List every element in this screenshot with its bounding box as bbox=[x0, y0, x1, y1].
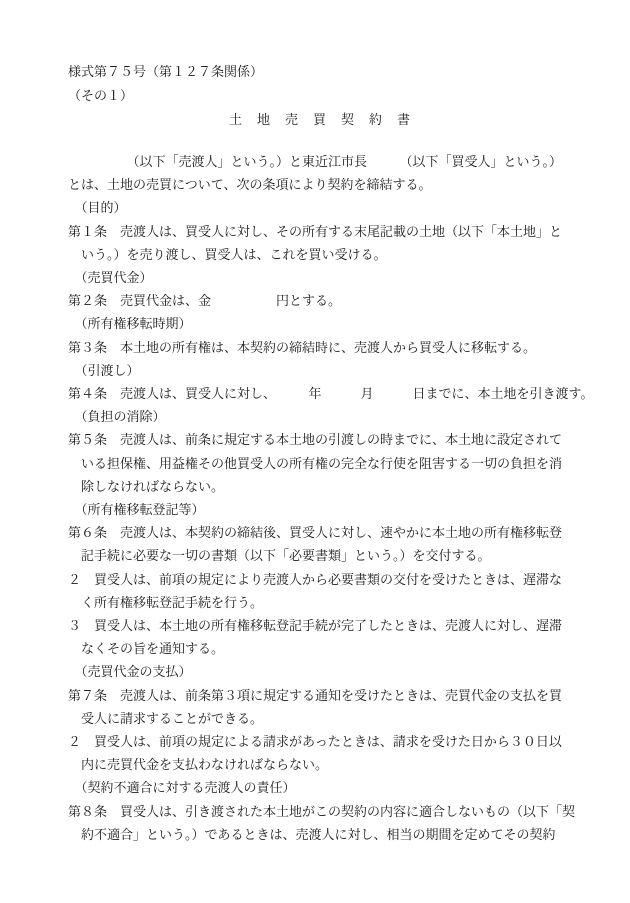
document-line: （所有権移転時期） bbox=[68, 316, 192, 332]
document-line: （売買代金の支払） bbox=[68, 664, 192, 680]
document-line: （契約不適合に対する売渡人の責任） bbox=[68, 780, 296, 796]
document-line: 第４条 売渡人は、買受人に対し、 年 月 日までに、本土地を引き渡す。 bbox=[68, 386, 594, 402]
document-line: （所有権移転登記等） bbox=[68, 502, 205, 518]
document-line: 第６条 売渡人は、本契約の締結後、買受人に対し、速やかに本土地の所有権移転登 bbox=[68, 525, 563, 541]
form-variant-line: （その１） bbox=[68, 88, 134, 103]
document-line: 第１条 売渡人は、買受人に対し、その所有する末尾記載の土地（以下「本土地」と bbox=[68, 223, 563, 239]
document-line: 除しなければならない。 bbox=[68, 478, 225, 494]
document-line: 受人に請求することができる。 bbox=[68, 710, 264, 726]
document-line: なくその旨を通知する。 bbox=[68, 641, 225, 657]
document-line: ２ 買受人は、前項の規定により売渡人から必要書類の交付を受けたときは、遅滞な bbox=[68, 571, 563, 587]
document-line: く所有権移転登記手続を行う。 bbox=[68, 594, 264, 610]
document-line: 第７条 売渡人は、前条第３項に規定する通知を受けたときは、売買代金の支払を買 bbox=[68, 687, 563, 703]
document-line: （売買代金） bbox=[68, 270, 153, 286]
document-line: （目的） bbox=[68, 200, 127, 216]
document-title: 土 地 売 買 契 約 書 bbox=[228, 112, 411, 127]
document-line: いる担保権、用益権その他買受人の所有権の完全な行使を阻害する一切の負担を消 bbox=[68, 455, 563, 471]
document-line: 第８条 買受人は、引き渡された本土地がこの契約の内容に適合しないもの（以下「契 bbox=[68, 803, 576, 819]
document-line: ２ 買受人は、前項の規定による請求があったときは、請求を受けた日から３０日以 bbox=[68, 734, 562, 750]
document-line: 第３条 本土地の所有権は、本契約の締結時に、売渡人から買受人に移転する。 bbox=[68, 339, 537, 355]
document-line: 内に売買代金を支払わなければならない。 bbox=[68, 757, 329, 773]
document-line: （負担の消除） bbox=[68, 409, 166, 425]
document-line: （引渡し） bbox=[68, 362, 140, 378]
document-line: ３ 買受人は、本土地の所有権移転登記手続が完了したときは、売渡人に対し、遅滞 bbox=[68, 618, 563, 634]
form-number-line: 様式第７５号（第１２７条関係） bbox=[68, 64, 264, 79]
document-body bbox=[68, 150, 594, 846]
document-line: 第２条 売買代金は、金 円とする。 bbox=[68, 293, 342, 309]
document-line: とは、土地の売買について、次の条項により契約を締結する。 bbox=[68, 177, 432, 193]
document-line: 約不適合」という。）であるときは、売渡人に対し、相当の期間を定めてその契約 bbox=[68, 826, 556, 842]
document-line: （以下「売渡人」という。）と東近江市長 （以下「買受人」という。） bbox=[68, 154, 563, 169]
document-line: 第５条 売渡人は、前条に規定する本土地の引渡しの時までに、本土地に設定されて bbox=[68, 432, 563, 448]
document-line: 記手続に必要な一切の書類（以下「必要書類」という。）を交付する。 bbox=[68, 548, 491, 564]
document-line: いう。）を売り渡し、買受人は、これを買い受ける。 bbox=[68, 246, 387, 262]
